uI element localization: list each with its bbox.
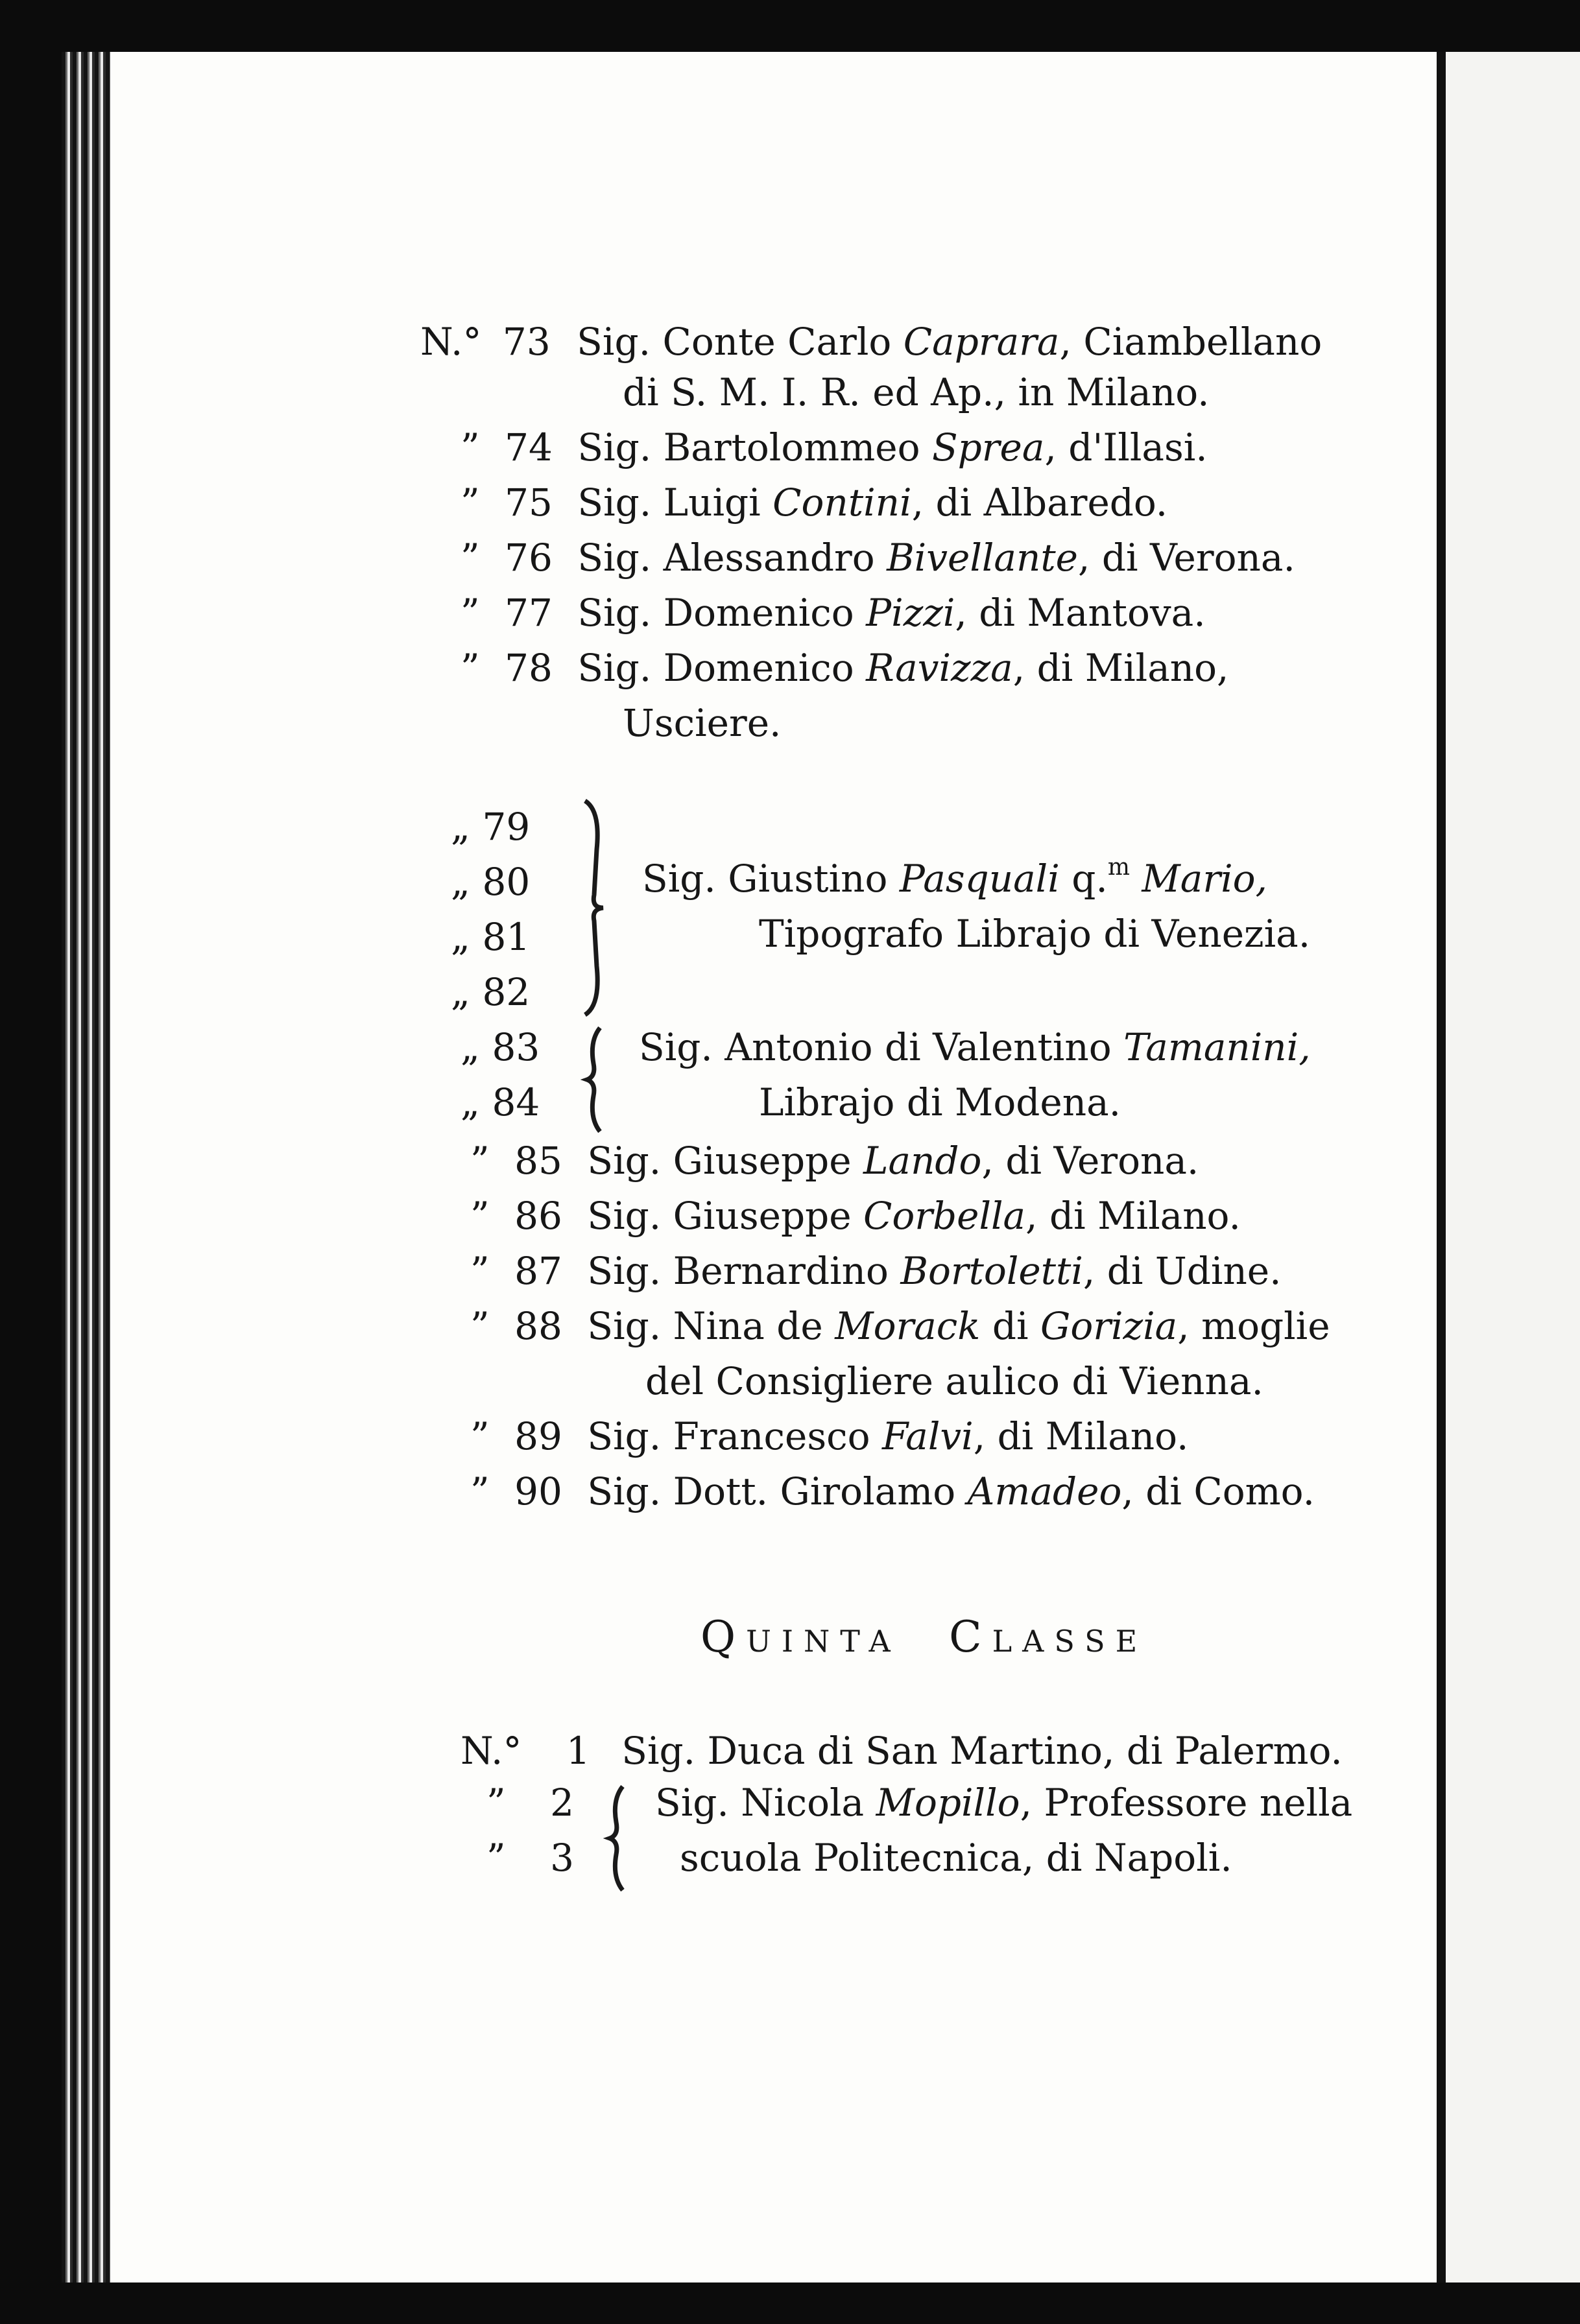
- group-83-84-number-84: „ 84: [461, 1080, 540, 1124]
- entry-number: 1: [566, 1729, 590, 1773]
- entry-surname: Corbella: [863, 1194, 1026, 1238]
- entry-86: [470, 1193, 1241, 1239]
- group-79-82-line-2: Tipografo Librajo di Venezia.: [759, 912, 1311, 956]
- entry-75: [461, 480, 1167, 525]
- entry-number: 87: [514, 1249, 562, 1293]
- entry-text: Sig. Domenico: [577, 591, 867, 635]
- brace-2-3: [603, 1783, 636, 1893]
- entry-number: 74: [505, 425, 553, 469]
- entry-text: Sig. Giuseppe: [587, 1139, 863, 1183]
- heading-initial: C: [949, 1612, 992, 1662]
- entry-prefix: ”: [461, 646, 480, 690]
- entry-prefix: ”: [470, 1249, 490, 1293]
- facing-page-strip: [1446, 52, 1580, 2282]
- group-79-82-number-79: „ 79: [451, 805, 531, 849]
- entry-number: 84: [492, 1080, 540, 1124]
- entry-prefix: N.°: [461, 1729, 522, 1773]
- entry-number: 3: [550, 1836, 574, 1880]
- group-83-84-line-1: [639, 1025, 1311, 1070]
- entry-number: 90: [514, 1469, 562, 1513]
- entry-number: 85: [514, 1139, 562, 1183]
- entry-surname: Bivellante: [887, 536, 1078, 580]
- entry-number: 76: [505, 536, 553, 580]
- entry-76: [461, 535, 1295, 580]
- entry-surname: Tamanini,: [1123, 1025, 1311, 1069]
- entry-number: 2: [550, 1781, 574, 1825]
- entry-number: 86: [514, 1194, 562, 1238]
- superscript: m: [1107, 854, 1130, 881]
- entry-text-after: , moglie: [1177, 1304, 1330, 1348]
- entry-text: Sig. Alessandro: [577, 536, 887, 580]
- entry-77: [461, 590, 1206, 635]
- entry-name-italic: Mario,: [1129, 857, 1267, 901]
- entry-74: [461, 425, 1208, 470]
- book-gutter-fold: [1437, 52, 1446, 2282]
- entry-surname: Bortoletti: [900, 1249, 1083, 1293]
- group-79-82-number-81: „ 81: [451, 915, 531, 959]
- entry-text-after: , Ciambellano: [1059, 320, 1323, 364]
- entry-prefix: ”: [470, 1304, 490, 1348]
- group-83-84-line-2: Librajo di Modena.: [759, 1080, 1121, 1124]
- entry-prefix: ”: [461, 425, 480, 469]
- entry-surname: Sprea: [931, 425, 1045, 469]
- entry-text: Sig. Bernardino: [587, 1249, 901, 1293]
- quinta-group-2-3-line-1: [655, 1780, 1352, 1825]
- entry-surname: Caprara: [903, 320, 1060, 364]
- entry-surname: Morack: [835, 1304, 981, 1348]
- entry-text: Sig. Giustino: [642, 857, 900, 901]
- entry-text-mid: di: [980, 1304, 1040, 1348]
- entry-text: Sig. Duca di San Martino, di Palermo.: [621, 1729, 1343, 1773]
- entry-text-after: , Professore nella: [1020, 1781, 1353, 1825]
- entry-prefix: N.°: [420, 320, 482, 364]
- entry-text: Sig. Francesco: [587, 1414, 882, 1458]
- heading-rest: LASSE: [992, 1624, 1148, 1659]
- entry-text: Sig. Bartolommeo: [577, 425, 932, 469]
- entry-prefix: ”: [470, 1414, 490, 1458]
- entry-number: 77: [505, 591, 553, 635]
- entry-prefix: ”: [470, 1139, 490, 1183]
- entry-text: Sig. Conte Carlo: [577, 320, 904, 364]
- entry-text-after: , di Udine.: [1083, 1249, 1282, 1293]
- entry-text-after: , di Verona.: [1078, 536, 1295, 580]
- entry-prefix: ”: [470, 1194, 490, 1238]
- quinta-group-2-3-line-2: scuola Politecnica, di Napoli.: [680, 1836, 1232, 1880]
- entry-88: [470, 1303, 1330, 1349]
- entry-number: 80: [482, 860, 531, 904]
- entry-surname: Falvi: [881, 1414, 974, 1458]
- entry-number: 83: [492, 1025, 540, 1069]
- entry-text: Sig. Dott. Girolamo: [587, 1469, 968, 1513]
- entry-89: [470, 1414, 1188, 1459]
- entry-text-after: , di Como.: [1121, 1469, 1315, 1513]
- entry-87: [470, 1248, 1282, 1294]
- entry-number: 79: [482, 805, 531, 849]
- entry-number: 88: [514, 1304, 562, 1348]
- entry-surname: Pizzi: [866, 591, 955, 635]
- entry-number: 73: [502, 320, 551, 364]
- entry-text: q.: [1059, 857, 1108, 901]
- entry-number: 78: [505, 646, 553, 690]
- entry-prefix: ”: [461, 480, 480, 525]
- group-79-82-line-1: [642, 856, 1267, 901]
- entry-prefix: ”: [486, 1781, 506, 1825]
- heading-initial: Q: [700, 1612, 747, 1662]
- entry-90: [470, 1469, 1315, 1514]
- entry-text-after: , di Mantova.: [955, 591, 1206, 635]
- section-heading: [700, 1612, 1148, 1664]
- entry-prefix: ”: [486, 1836, 506, 1880]
- entry-prefix: ”: [470, 1469, 490, 1513]
- quinta-number-3: [486, 1835, 574, 1880]
- entry-73: [420, 319, 1322, 364]
- entry-text-after: , di Milano,: [1012, 646, 1229, 690]
- entry-text-after: , d'Illasi.: [1044, 425, 1208, 469]
- entry-surname: Amadeo: [967, 1469, 1122, 1513]
- entry-88-continuation: del Consigliere aulico di Vienna.: [645, 1359, 1263, 1403]
- entry-text: Sig. Antonio di Valentino: [639, 1025, 1124, 1069]
- entry-number: 81: [482, 915, 531, 959]
- entry-surname: Pasquali: [899, 857, 1060, 901]
- scan-border: [110, 2282, 1580, 2324]
- entry-text: Sig. Giuseppe: [587, 1194, 863, 1238]
- group-79-82-number-80: „ 80: [451, 860, 531, 904]
- entry-text: Sig. Nina de: [587, 1304, 835, 1348]
- entry-text-after: , di Verona.: [981, 1139, 1199, 1183]
- group-83-84-number-83: „ 83: [461, 1025, 540, 1069]
- quinta-entry-1: [461, 1728, 1343, 1773]
- entry-surname: Lando: [863, 1139, 982, 1183]
- entry-text-after: , di Milano.: [1025, 1194, 1241, 1238]
- entry-surname: Mopillo: [876, 1781, 1020, 1825]
- brace-79-82: [577, 798, 616, 1018]
- heading-rest: UINTA: [746, 1624, 901, 1659]
- entry-prefix: ”: [461, 591, 480, 635]
- entry-text: Sig. Domenico: [577, 646, 867, 690]
- entry-prefix: ”: [461, 536, 480, 580]
- entry-number: 82: [482, 970, 531, 1014]
- brace-83-84: [581, 1025, 613, 1135]
- entry-text-after: , di Albaredo.: [911, 480, 1168, 525]
- entry-surname: Ravizza: [866, 646, 1013, 690]
- entry-text: Sig. Luigi: [577, 480, 773, 525]
- entry-text-after: , di Milano.: [973, 1414, 1189, 1458]
- group-79-82-number-82: „ 82: [451, 970, 531, 1014]
- entry-text: Sig. Nicola: [655, 1781, 876, 1825]
- entry-place-italic: Gorizia: [1040, 1304, 1178, 1348]
- entry-85: [470, 1138, 1199, 1183]
- book-page: [110, 52, 1459, 2282]
- entry-78-continuation: Usciere.: [623, 701, 782, 745]
- entry-73-continuation: di S. M. I. R. ed Ap., in Milano.: [623, 370, 1210, 414]
- entry-number: 89: [514, 1414, 562, 1458]
- entry-78: [461, 645, 1228, 691]
- entry-number: 75: [505, 480, 553, 525]
- entry-surname: Contini: [772, 480, 912, 525]
- quinta-number-2: [486, 1780, 574, 1825]
